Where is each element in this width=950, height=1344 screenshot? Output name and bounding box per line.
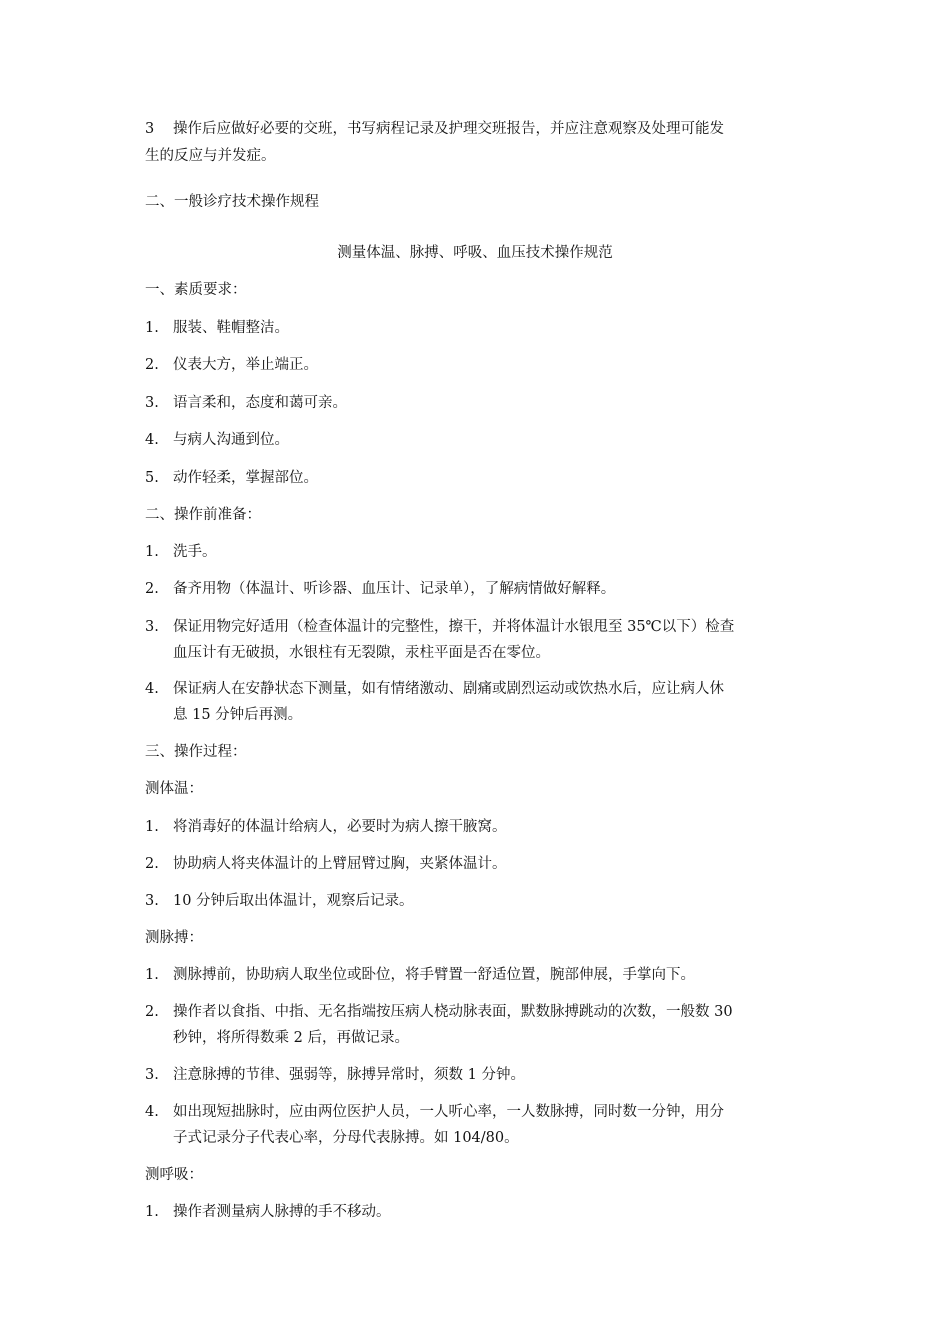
quality-item: [145, 352, 815, 378]
item-text: 10 分钟后取出体温计，观察后记录。: [173, 893, 414, 909]
item-text: 如出现短拙脉时，应由两位医护人员，一人听心率，一人数脉搏，同时数一分钟，用分: [173, 1104, 724, 1120]
pulse-item: [145, 999, 815, 1025]
item-number: 3.: [145, 395, 159, 411]
pulse-heading: 测脉搏：: [145, 930, 203, 946]
item-number: 1.: [145, 544, 159, 560]
pulse-item-continuation: [145, 1125, 815, 1151]
item-number: 2.: [145, 581, 159, 597]
item-text: 备齐用物（体温计、听诊器、血压计、记录单），了解病情做好解释。: [173, 581, 616, 597]
item-text: 秒钟，将所得数乘 2 后，再做记录。: [173, 1030, 409, 1046]
item-text: 服装、鞋帽整洁。: [173, 320, 289, 336]
item-text: 洗手。: [173, 544, 217, 560]
prep-item: [145, 614, 815, 640]
item-number: 1.: [145, 1204, 159, 1220]
item-number: 5.: [145, 470, 159, 486]
item-text: 与病人沟通到位。: [173, 432, 289, 448]
item-text: 语言柔和，态度和蔼可亲。: [173, 395, 347, 411]
quality-item: [145, 315, 815, 341]
item-number: 2.: [145, 1004, 159, 1020]
item-text: 将消毒好的体温计给病人，必要时为病人擦干腋窝。: [173, 819, 507, 835]
item-number: 4.: [145, 681, 159, 697]
item-text: 息 15 分钟后再测。: [173, 707, 303, 723]
intro-line-1: [145, 116, 815, 142]
resp-heading: 测呼吸：: [145, 1167, 203, 1183]
quality-item: [145, 390, 815, 416]
prep-heading: 二、操作前准备：: [145, 507, 261, 523]
pulse-item: [145, 962, 815, 988]
item-text: 动作轻柔，掌握部位。: [173, 470, 318, 486]
item-number: 1.: [145, 320, 159, 336]
item-number: 3.: [145, 1067, 159, 1083]
item-text: 保证病人在安静状态下测量，如有情绪激动、剧痛或剧烈运动或饮热水后，应让病人休: [173, 681, 724, 697]
prep-item-continuation: [145, 640, 815, 666]
intro-line-2: 生的反应与并发症。: [145, 148, 276, 164]
item-text: 操作者以食指、中指、无名指端按压病人桡动脉表面，默数脉搏跳动的次数，一般数 30: [173, 1004, 733, 1020]
item-text: 测脉搏前，协助病人取坐位或卧位，将手臂置一舒适位置，腕部伸展，手掌向下。: [173, 967, 695, 983]
process-heading: 三、操作过程：: [145, 744, 247, 760]
item-number: 1.: [145, 819, 159, 835]
temp-heading: 测体温：: [145, 781, 203, 797]
temp-item: [145, 814, 815, 840]
intro-text-1: 操作后应做好必要的交班，书写病程记录及护理交班报告，并应注意观察及处理可能发: [173, 121, 724, 137]
item-text: 注意脉搏的节律、强弱等，脉搏异常时，须数 1 分钟。: [173, 1067, 525, 1083]
item-number: 1.: [145, 967, 159, 983]
quality-item: [145, 465, 815, 491]
prep-item: [145, 539, 815, 565]
pulse-item: [145, 1062, 815, 1088]
item-text: 子式记录分子代表心率，分母代表脉搏。如 104/80。: [173, 1130, 519, 1146]
item-number: 2.: [145, 856, 159, 872]
pulse-item: [145, 1099, 815, 1125]
temp-item: [145, 851, 815, 877]
item-number: 4.: [145, 1104, 159, 1120]
resp-item: [145, 1199, 815, 1225]
section-heading: 二、一般诊疗技术操作规程: [145, 194, 319, 210]
pulse-item-continuation: [145, 1025, 815, 1051]
item-number: 2.: [145, 357, 159, 373]
item-text: 仪表大方，举止端正。: [173, 357, 318, 373]
item-text: 保证用物完好适用（检查体温计的完整性，擦干，并将体温计水银甩至 35℃以下）检查: [173, 619, 735, 635]
prep-item-continuation: [145, 702, 815, 728]
item-text: 协助病人将夹体温计的上臂屈臂过胸，夹紧体温计。: [173, 856, 507, 872]
item-number: 4.: [145, 432, 159, 448]
item-text: 血压计有无破损，水银柱有无裂隙，汞柱平面是否在零位。: [173, 645, 550, 661]
intro-number: 3: [145, 121, 155, 137]
temp-item: [145, 888, 815, 914]
prep-item: [145, 676, 815, 702]
document-title: 测量体温、脉搏、呼吸、血压技术操作规范: [337, 245, 613, 261]
quality-heading: 一、素质要求：: [145, 282, 247, 298]
item-text: 操作者测量病人脉搏的手不移动。: [173, 1204, 391, 1220]
prep-item: [145, 576, 815, 602]
quality-item: [145, 427, 815, 453]
item-number: 3.: [145, 619, 159, 635]
item-number: 3.: [145, 893, 159, 909]
